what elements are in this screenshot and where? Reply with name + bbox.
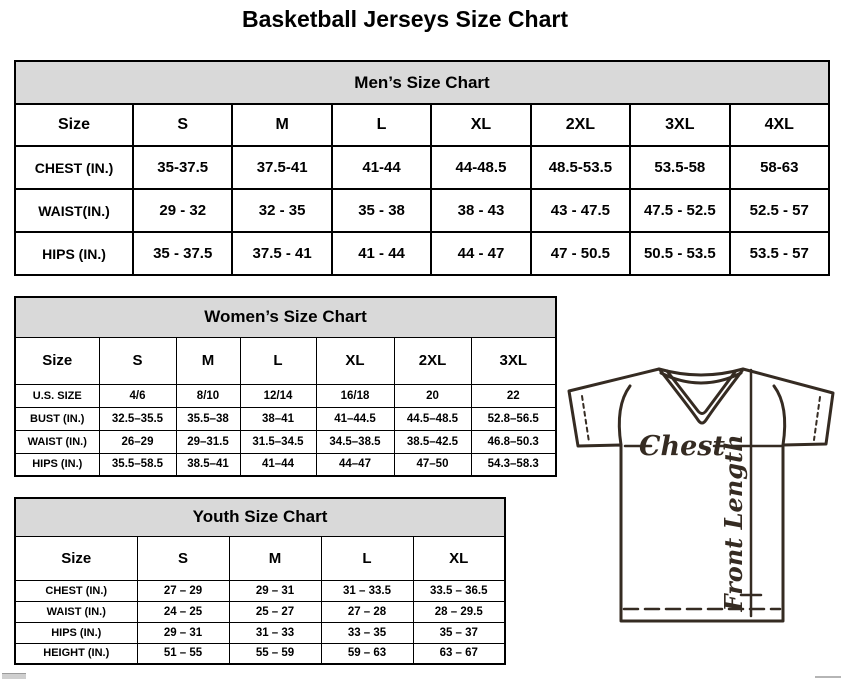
youth-table-row xyxy=(15,643,505,664)
youth-value-cell: 24 – 25 xyxy=(137,601,229,622)
men-value-cell: 44-48.5 xyxy=(431,146,530,189)
men-row-label: HIPS (IN.) xyxy=(15,232,133,275)
men-row-label: CHEST (IN.) xyxy=(15,146,133,189)
women-value-cell: 31.5–34.5 xyxy=(240,430,316,453)
youth-value-cell: 63 – 67 xyxy=(413,643,505,664)
women-row-label: WAIST (IN.) xyxy=(15,430,99,453)
men-col-header: M xyxy=(232,104,331,146)
women-col-header: XL xyxy=(316,337,394,384)
women-value-cell: 22 xyxy=(471,384,556,407)
men-value-cell: 48.5-53.5 xyxy=(531,146,630,189)
youth-row-label: HIPS (IN.) xyxy=(15,622,137,643)
men-table-row xyxy=(15,146,829,189)
youth-value-cell: 25 – 27 xyxy=(229,601,321,622)
women-value-cell: 41–44 xyxy=(240,453,316,476)
men-col-header: 4XL xyxy=(730,104,829,146)
women-value-cell: 32.5–35.5 xyxy=(99,407,176,430)
youth-value-cell: 59 – 63 xyxy=(321,643,413,664)
men-col-header: Size xyxy=(15,104,133,146)
youth-value-cell: 29 – 31 xyxy=(229,580,321,601)
youth-value-cell: 33 – 35 xyxy=(321,622,413,643)
womens-chart-title-row xyxy=(15,297,556,337)
youth-size-chart-table xyxy=(14,497,506,665)
mens-header-row xyxy=(15,104,829,146)
women-col-header: 3XL xyxy=(471,337,556,384)
women-col-header: Size xyxy=(15,337,99,384)
men-value-cell: 37.5-41 xyxy=(232,146,331,189)
women-col-header: S xyxy=(99,337,176,384)
youth-col-header: XL xyxy=(413,536,505,580)
women-value-cell: 35.5–38 xyxy=(176,407,240,430)
men-value-cell: 52.5 - 57 xyxy=(730,189,829,232)
men-table-row xyxy=(15,232,829,275)
women-value-cell: 47–50 xyxy=(394,453,471,476)
mens-chart-title-row xyxy=(15,61,829,104)
men-value-cell: 47 - 50.5 xyxy=(531,232,630,275)
men-col-header: S xyxy=(133,104,232,146)
youth-chart-title: Youth Size Chart xyxy=(15,498,505,536)
jersey-armhole-right xyxy=(774,386,785,445)
men-value-cell: 41 - 44 xyxy=(332,232,431,275)
men-value-cell: 41-44 xyxy=(332,146,431,189)
women-table-row xyxy=(15,430,556,453)
men-value-cell: 35 - 38 xyxy=(332,189,431,232)
jersey-cuff-dashed-right xyxy=(814,397,820,440)
youth-value-cell: 35 – 37 xyxy=(413,622,505,643)
women-value-cell: 44–47 xyxy=(316,453,394,476)
men-value-cell: 53.5 - 57 xyxy=(730,232,829,275)
women-col-header: M xyxy=(176,337,240,384)
women-value-cell: 44.5–48.5 xyxy=(394,407,471,430)
women-table-row xyxy=(15,384,556,407)
women-value-cell: 12/14 xyxy=(240,384,316,407)
youth-row-label: CHEST (IN.) xyxy=(15,580,137,601)
women-value-cell: 35.5–58.5 xyxy=(99,453,176,476)
youth-row-label: WAIST (IN.) xyxy=(15,601,137,622)
womens-header-row xyxy=(15,337,556,384)
chest-label: Chest xyxy=(639,431,725,462)
youth-col-header: Size xyxy=(15,536,137,580)
women-value-cell: 34.5–38.5 xyxy=(316,430,394,453)
women-value-cell: 46.8–50.3 xyxy=(471,430,556,453)
front-length-label: Front Length xyxy=(719,434,748,612)
youth-table-row xyxy=(15,580,505,601)
men-value-cell: 29 - 32 xyxy=(133,189,232,232)
women-value-cell: 29–31.5 xyxy=(176,430,240,453)
mens-size-chart-table xyxy=(14,60,830,276)
women-row-label: BUST (IN.) xyxy=(15,407,99,430)
youth-row-label: HEIGHT (IN.) xyxy=(15,643,137,664)
women-value-cell: 54.3–58.3 xyxy=(471,453,556,476)
women-value-cell: 4/6 xyxy=(99,384,176,407)
youth-value-cell: 31 – 33 xyxy=(229,622,321,643)
men-value-cell: 38 - 43 xyxy=(431,189,530,232)
youth-chart-title-row xyxy=(15,498,505,536)
women-value-cell: 52.8–56.5 xyxy=(471,407,556,430)
jersey-body-outline xyxy=(569,369,833,621)
men-col-header: 2XL xyxy=(531,104,630,146)
youth-value-cell: 33.5 – 36.5 xyxy=(413,580,505,601)
women-value-cell: 26–29 xyxy=(99,430,176,453)
youth-value-cell: 27 – 28 xyxy=(321,601,413,622)
youth-table-row xyxy=(15,622,505,643)
men-value-cell: 37.5 - 41 xyxy=(232,232,331,275)
youth-header-row xyxy=(15,536,505,580)
youth-value-cell: 27 – 29 xyxy=(137,580,229,601)
womens-size-chart-table xyxy=(14,296,557,477)
men-value-cell: 50.5 - 53.5 xyxy=(630,232,729,275)
jersey-outline-icon xyxy=(556,358,842,664)
youth-col-header: M xyxy=(229,536,321,580)
men-value-cell: 53.5-58 xyxy=(630,146,729,189)
men-value-cell: 32 - 35 xyxy=(232,189,331,232)
youth-value-cell: 55 – 59 xyxy=(229,643,321,664)
women-value-cell: 38.5–42.5 xyxy=(394,430,471,453)
women-row-label: HIPS (IN.) xyxy=(15,453,99,476)
youth-value-cell: 28 – 29.5 xyxy=(413,601,505,622)
women-value-cell: 38–41 xyxy=(240,407,316,430)
men-col-header: XL xyxy=(431,104,530,146)
men-value-cell: 58-63 xyxy=(730,146,829,189)
men-col-header: L xyxy=(332,104,431,146)
mens-chart-title: Men’s Size Chart xyxy=(15,61,829,104)
men-row-label: WAIST(IN.) xyxy=(15,189,133,232)
women-value-cell: 16/18 xyxy=(316,384,394,407)
womens-chart-title: Women’s Size Chart xyxy=(15,297,556,337)
men-table-row xyxy=(15,189,829,232)
jersey-armhole-left xyxy=(619,386,630,445)
jersey-diagram xyxy=(556,358,842,664)
women-row-label: U.S. SIZE xyxy=(15,384,99,407)
women-value-cell: 20 xyxy=(394,384,471,407)
men-value-cell: 44 - 47 xyxy=(431,232,530,275)
women-value-cell: 41–44.5 xyxy=(316,407,394,430)
men-value-cell: 43 - 47.5 xyxy=(531,189,630,232)
youth-value-cell: 51 – 55 xyxy=(137,643,229,664)
youth-value-cell: 29 – 31 xyxy=(137,622,229,643)
jersey-cuff-dashed-left xyxy=(582,396,589,442)
men-col-header: 3XL xyxy=(630,104,729,146)
youth-col-header: S xyxy=(137,536,229,580)
women-col-header: L xyxy=(240,337,316,384)
women-col-header: 2XL xyxy=(394,337,471,384)
page-title: Basketball Jerseys Size Chart xyxy=(241,6,568,32)
youth-table-row xyxy=(15,601,505,622)
men-value-cell: 35-37.5 xyxy=(133,146,232,189)
scrollbar-line-fragment xyxy=(815,676,841,678)
women-table-row xyxy=(15,407,556,430)
men-value-cell: 35 - 37.5 xyxy=(133,232,232,275)
youth-col-header: L xyxy=(321,536,413,580)
women-value-cell: 38.5–41 xyxy=(176,453,240,476)
scrollbar-thumb-fragment[interactable] xyxy=(2,673,26,679)
women-value-cell: 8/10 xyxy=(176,384,240,407)
men-value-cell: 47.5 - 52.5 xyxy=(630,189,729,232)
youth-value-cell: 31 – 33.5 xyxy=(321,580,413,601)
women-table-row xyxy=(15,453,556,476)
